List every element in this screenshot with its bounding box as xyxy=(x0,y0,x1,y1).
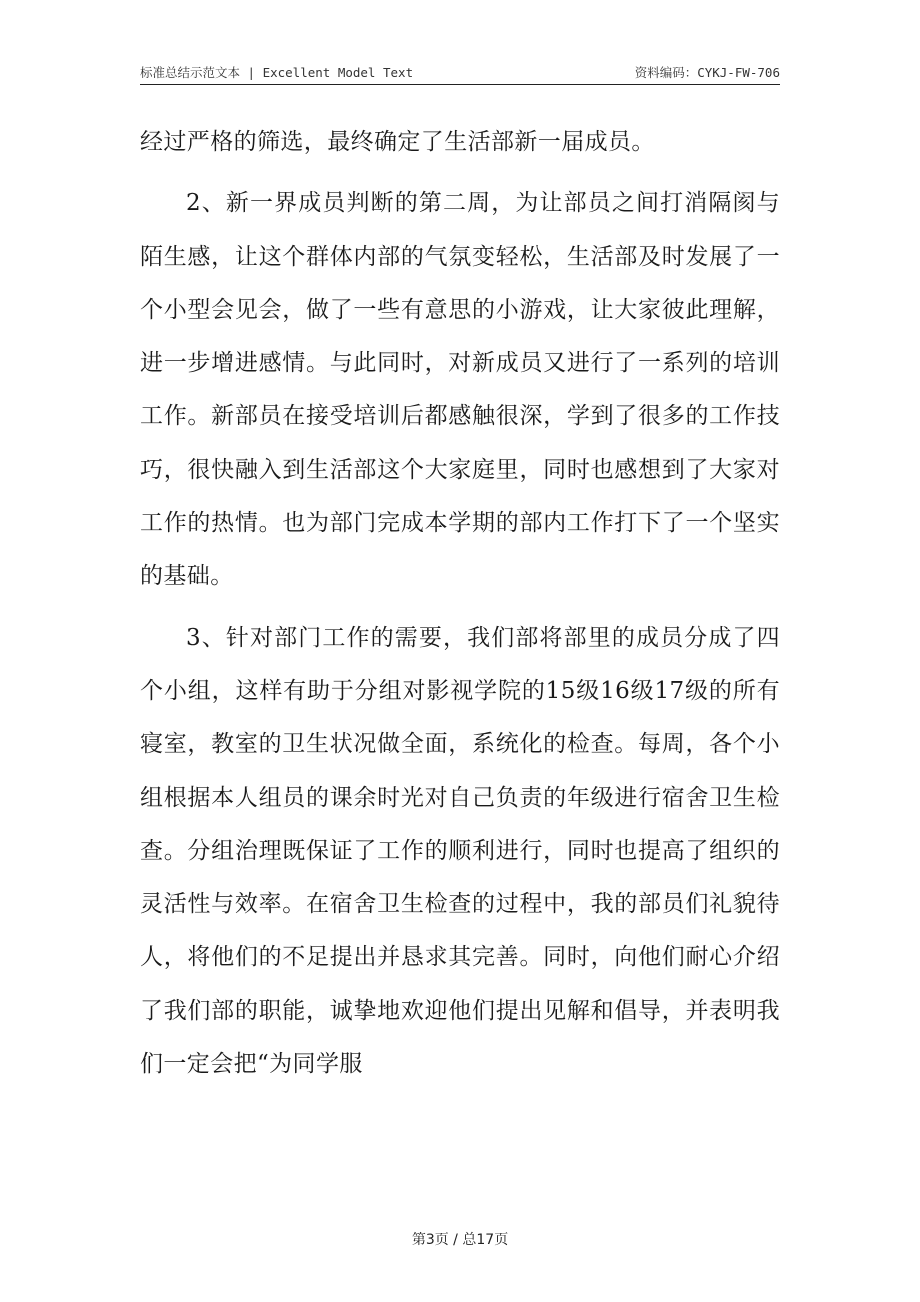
paragraph-item-3: 3、针对部门工作的需要，我们部将部里的成员分成了四个小组，这样有助于分组对影视学院的15级16级17级的所有寝室，教室的卫生状况做全面，系统化的检查。每周，各个小组根据本人组员的课余时光对自己负责的年级进行宿舍卫生检查。分组治理既保证了工作的顺利进行，同时也提高了组织的灵活性与效率。在宿舍卫生检查的过程中，我的部员们礼貌待人，将他们的不足提出并恳求其完善。同时，向他们耐心介绍了我们部的职能，诚挚地欢迎他们提出见解和倡导，并表明我们一定会把“为同学服 xyxy=(140,624,780,1078)
document-body xyxy=(140,116,780,1091)
paragraph-continuation: 经过严格的筛选，最终确定了生活部新一届成员。 xyxy=(140,129,655,155)
current-page-number: 3 xyxy=(425,1232,435,1248)
page-suffix: 页 xyxy=(494,1232,509,1248)
page-footer xyxy=(0,1229,920,1249)
header-title: 标准总结示范文本 | Excellent Model Text xyxy=(140,65,414,80)
document-code: 资料编码：CYKJ-FW-706 xyxy=(634,65,780,80)
page-header xyxy=(140,60,780,85)
total-page-count: 17 xyxy=(476,1232,495,1248)
page-prefix: 第 xyxy=(411,1232,426,1248)
page-separator: 页 / 总 xyxy=(434,1232,477,1248)
paragraph-item-2: 2、新一界成员判断的第二周，为让部员之间打消隔阂与陌生感，让这个群体内部的气氛变轻松，生活部及时发展了一个小型会见会，做了一些有意思的小游戏，让大家彼此理解，进一步增进感情。与此同时，对新成员又进行了一系列的培训工作。新部员在接受培训后都感触很深，学到了很多的工作技巧，很快融入到生活部这个大家庭里，同时也感想到了大家对工作的热情。也为部门完成本学期的部内工作打下了一个坚实的基础。 xyxy=(140,190,780,590)
